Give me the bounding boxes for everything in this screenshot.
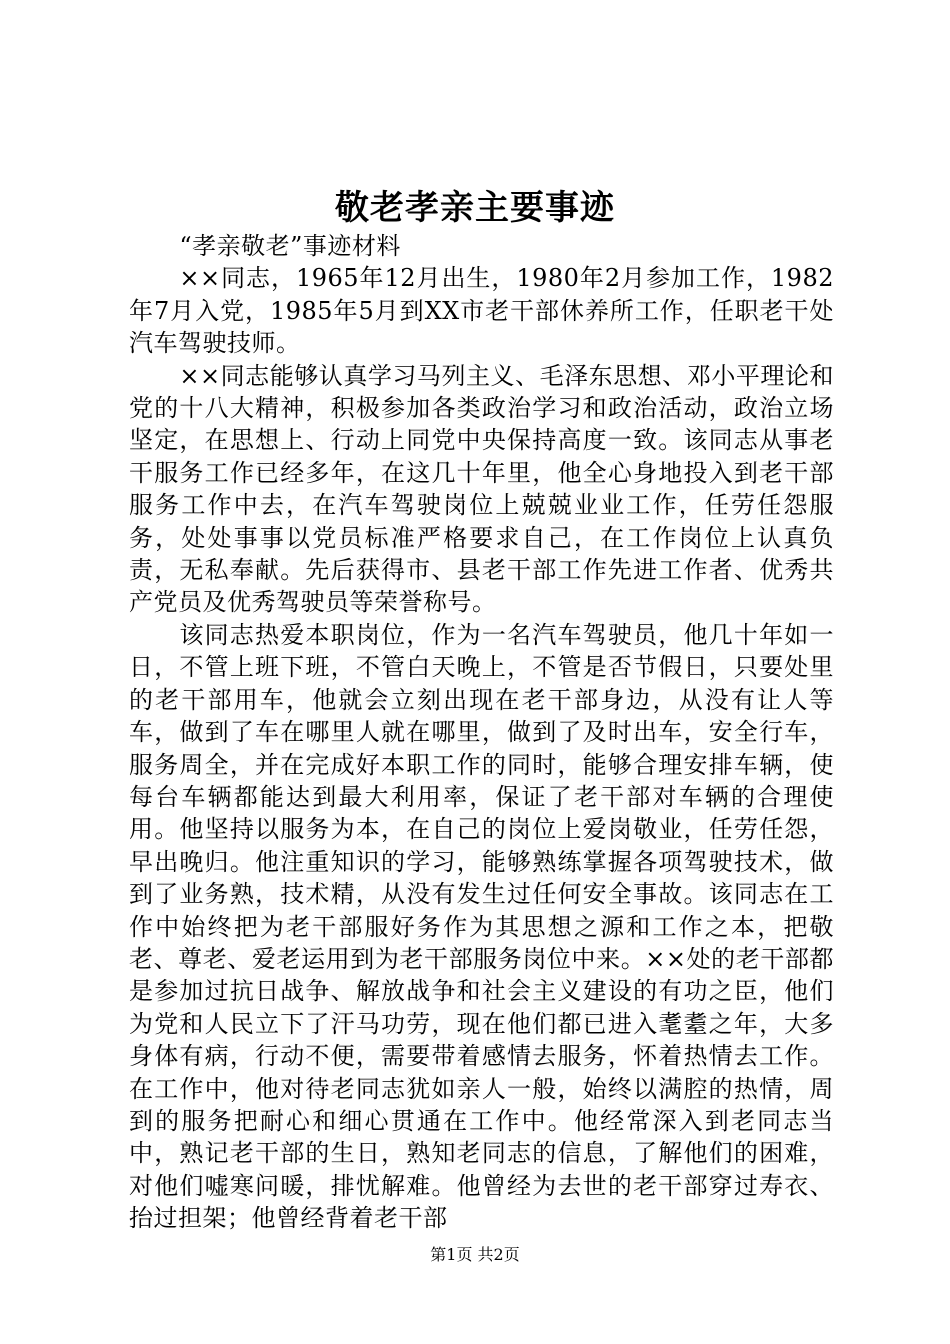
document-body	[129, 230, 834, 1235]
document-title: 敬老孝亲主要事迹	[335, 188, 615, 228]
paragraph: ××同志能够认真学习马列主义、毛泽东思想、邓小平理论和党的十八大精神，积极参加各类政治学习和政治活动，政治立场坚定，在思想上、行动上同党中央保持高度一致。该同志从事老干服务工作已经多年，在这几十年里，他全心身地投入到老干部服务工作中去，在汽车驾驶岗位上兢兢业业工作，任劳任怨服务，处处事事以党员标准严格要求自己，在工作岗位上认真负责，无私奉献。先后获得市、县老干部工作先进工作者、优秀共产党员及优秀驾驶员等荣誉称号。	[129, 361, 834, 617]
paragraph: 该同志热爱本职岗位，作为一名汽车驾驶员，他几十年如一日，不管上班下班，不管白天晚上，不管是否节假日，只要处里的老干部用车，他就会立刻出现在老干部身边，从没有让人等车，做到了车在哪里人就在哪里，做到了及时出车，安全行车，服务周全，并在完成好本职工作的同时，能够合理安排车辆，使每台车辆都能达到最大利用率，保证了老干部对车辆的合理使用。他坚持以服务为本，在自己的岗位上爱岗敬业，任劳任怨，早出晚归。他注重知识的学习，能够熟练掌握各项驾驶技术，做到了业务熟，技术精，从没有发生过任何安全事故。该同志在工作中始终把为老干部服好务作为其思想之源和工作之本，把敬老、尊老、爱老运用到为老干部服务岗位中来。××处的老干部都是参加过抗日战争、解放战争和社会主义建设的有功之臣，他们为党和人民立下了汗马功劳，现在他们都已进入耄耋之年，大多身体有病，行动不便，需要带着感情去服务，怀着热情去工作。在工作中，他对待老同志犹如亲人一般，始终以满腔的热情，周到的服务把耐心和细心贯通在工作中。他经常深入到老同志当中，熟记老干部的生日，熟知老同志的信息，了解他们的困难，对他们嘘寒问暖，排忧解难。他曾经为去世的老干部穿过寿衣、抬过担架；他曾经背着老干部	[129, 620, 834, 1233]
document-subtitle: “孝亲敬老”事迹材料	[179, 232, 401, 260]
page-footer: 第1页 共2页	[430, 1245, 520, 1264]
paragraph: ××同志，1965年12月出生，1980年2月参加工作，1982年7月入党，1985年5月到XX市老干部休养所工作，任职老干处汽车驾驶技师。	[129, 264, 834, 358]
